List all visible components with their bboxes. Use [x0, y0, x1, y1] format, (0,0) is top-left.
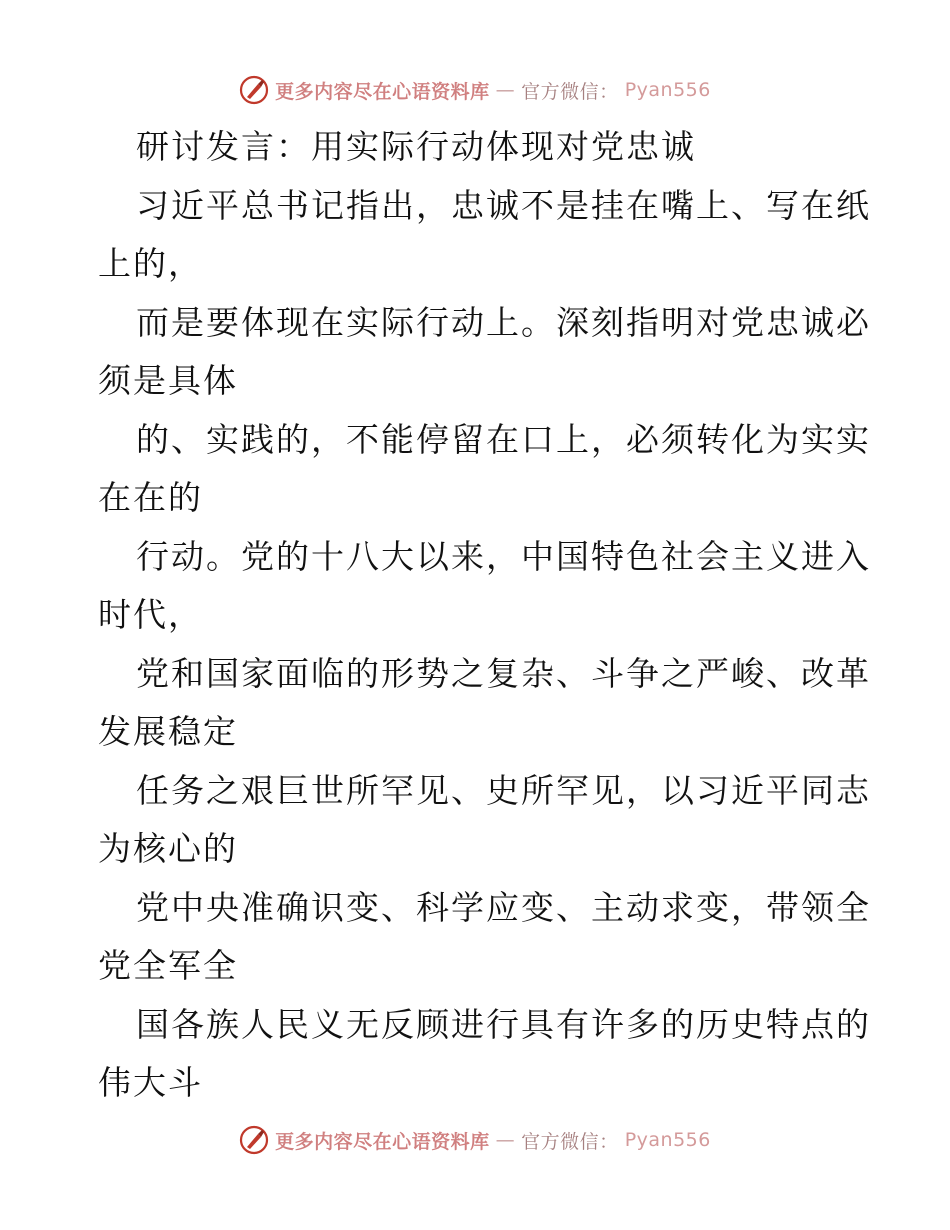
paragraph-line: 的、实践的，不能停留在口上，必须转化为实实 — [136, 419, 871, 459]
paragraph-line: 伟大斗 — [98, 1063, 203, 1102]
paragraph-line: 任务之艰巨世所罕见、史所罕见，以习近平同志 — [136, 770, 871, 810]
paragraph-line: 时代， — [98, 595, 203, 634]
banner-dash: — — [495, 79, 516, 101]
paragraph-line: 发展稳定 — [98, 712, 238, 751]
banner-main-text: 更多内容尽在心语资料库 — [275, 80, 490, 103]
banner-wechat-id: Pyan556 — [624, 1129, 711, 1151]
banner-wechat-label: 官方微信： — [521, 80, 619, 103]
pen-nib-logo-icon — [239, 1125, 269, 1155]
paragraph-line: 党中央准确识变、科学应变、主动求变，带领全 — [136, 887, 871, 927]
banner-main-text: 更多内容尽在心语资料库 — [275, 1130, 490, 1153]
document-body — [98, 118, 878, 1113]
paragraph-line: 须是具体 — [98, 361, 238, 400]
paragraph-line: 党和国家面临的形势之复杂、斗争之严峻、改革 — [136, 653, 871, 693]
paragraph-line: 而是要体现在实际行动上。深刻指明对党忠诚必 — [136, 302, 871, 342]
paragraph-line: 党全军全 — [98, 946, 238, 985]
header-banner — [0, 70, 950, 110]
paragraph-line: 习近平总书记指出，忠诚不是挂在嘴上、写在纸 — [136, 185, 871, 225]
banner-dash: — — [495, 1129, 516, 1151]
banner-wechat-id: Pyan556 — [624, 79, 711, 101]
paragraph-line: 上的， — [98, 244, 203, 283]
paragraph-line: 国各族人民义无反顾进行具有许多的历史特点的 — [136, 1004, 871, 1044]
paragraph-line: 在在的 — [98, 478, 203, 517]
banner-wechat-label: 官方微信： — [521, 1130, 619, 1153]
pen-nib-logo-icon — [239, 75, 269, 105]
document-title: 研讨发言：用实际行动体现对党忠诚 — [136, 127, 696, 166]
footer-banner — [0, 1120, 950, 1160]
paragraph-line: 为核心的 — [98, 829, 238, 868]
paragraph-line: 行动。党的十八大以来，中国特色社会主义进入 — [136, 536, 871, 576]
